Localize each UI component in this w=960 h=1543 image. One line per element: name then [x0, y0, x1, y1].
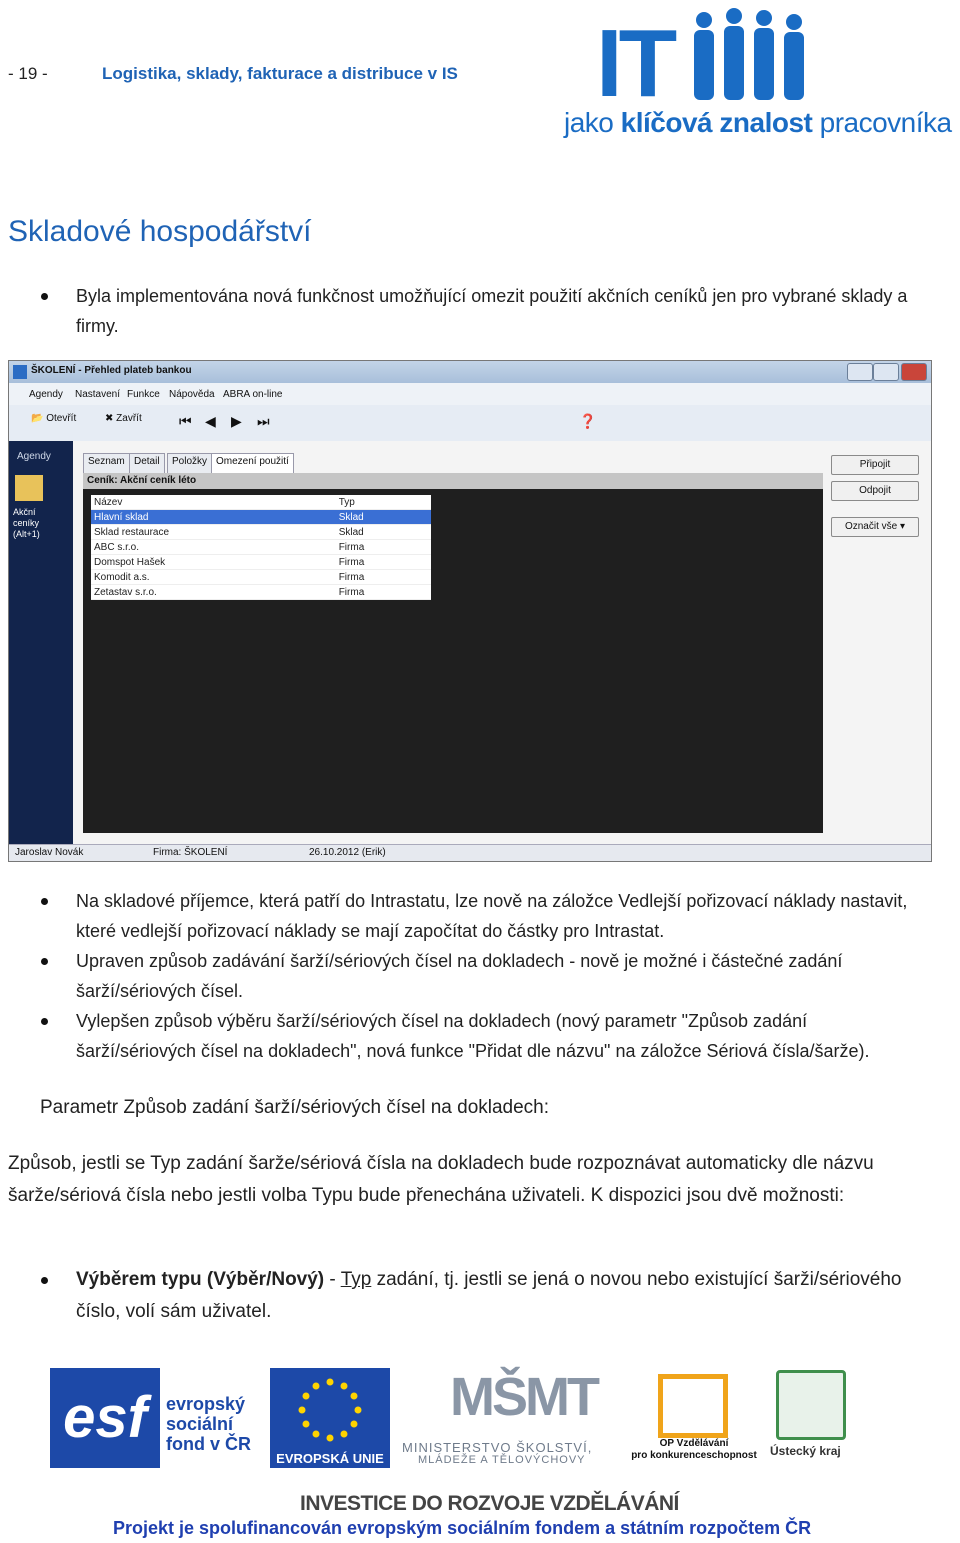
- attach-button[interactable]: Připojit: [831, 455, 919, 475]
- restrictions-table: [91, 495, 431, 600]
- toolbar-open-button[interactable]: 📂 Otevřít: [31, 413, 77, 424]
- page-number: - 19 -: [8, 64, 48, 83]
- cell-name: Domspot Hašek: [91, 555, 336, 570]
- menu-napoveda[interactable]: Nápověda: [169, 389, 215, 400]
- toolbar-close-label: Zavřít: [116, 413, 142, 424]
- investment-banner: INVESTICE DO ROZVOJE VZDĚLÁVÁNÍ: [300, 1492, 679, 1515]
- menu-bar: [9, 383, 931, 406]
- tab-seznam[interactable]: Seznam: [83, 453, 130, 474]
- document-title: Logistika, sklady, fakturace a distribuce v IS: [102, 64, 458, 83]
- msmt-logo: [400, 1362, 612, 1472]
- column-header-type: Typ: [336, 495, 431, 510]
- parameter-heading: Parametr Způsob zadání šarží/sériových čísel na dokladech:: [40, 1097, 550, 1118]
- op-line: pro konkurenceschopnost: [631, 1450, 757, 1461]
- status-date: 26.10.2012 (Erik): [309, 847, 386, 858]
- people-icon: [682, 6, 822, 106]
- logo-tag-bold: klíčová znalost: [620, 107, 813, 138]
- eu-stars-icon: [270, 1368, 390, 1448]
- toolbar-open-label: Otevřít: [46, 413, 77, 424]
- table-row[interactable]: [91, 585, 431, 600]
- cell-type: Firma: [336, 555, 431, 570]
- tab-polozky[interactable]: Položky: [167, 453, 212, 474]
- help-icon[interactable]: ❓: [579, 413, 597, 429]
- msmt-line: MINISTERSTVO ŠKOLSTVÍ,: [402, 1440, 593, 1455]
- toolbar-close-button[interactable]: ✖ Zavřít: [105, 413, 142, 424]
- parameter-description: Způsob, jestli se Typ zadání šarže/sériová čísla na dokladech bude rozpoznávat automaticky dle názvu šarže/sériová čísla nebo jestli volba Typu bude přenechána uživateli. K dispozici jsou dvě možnosti:: [8, 1153, 874, 1206]
- tab-detail[interactable]: Detail: [129, 453, 165, 474]
- option-name: Výběrem typu (Výběr/Nový): [76, 1269, 325, 1290]
- first-record-icon[interactable]: ⏮: [179, 413, 192, 429]
- bullet-dot: [41, 1018, 48, 1025]
- maximize-button[interactable]: [873, 363, 899, 381]
- tab-omezeni-pouziti[interactable]: Omezení použití: [211, 453, 294, 474]
- bullet-dot: [41, 958, 48, 965]
- application-screenshot: [8, 360, 932, 862]
- sidebar-title: Agendy: [17, 451, 51, 462]
- toolbar: [9, 405, 931, 442]
- cofinancing-note: Projekt je spolufinancován evropským sociálním fondem a státním rozpočtem ČR: [113, 1518, 812, 1538]
- section-title: Skladové hospodářství: [8, 215, 312, 248]
- eu-caption: EVROPSKÁ UNIE: [276, 1451, 384, 1466]
- menu-funkce[interactable]: Funkce: [127, 389, 160, 400]
- kraj-caption: Ústecký kraj: [770, 1444, 841, 1458]
- esf-logo: [50, 1368, 260, 1468]
- cell-name: Komodit a.s.: [91, 570, 336, 585]
- logo-it-letters: IT: [596, 10, 674, 117]
- price-list-icon: [15, 475, 43, 501]
- logo-tag-part: jako: [564, 107, 621, 138]
- esf-line: fond v ČR: [166, 1434, 251, 1454]
- status-bar: [9, 844, 931, 861]
- table-row[interactable]: [91, 540, 431, 555]
- bullet-text: Na skladové příjemce, která patří do Intrastatu, lze nově na záložce Vedlejší pořizovací náklady nastavit, které vedlejší pořizovací náklady se mají započítat do částky pro Intrastat.: [76, 891, 908, 941]
- option-dash: -: [324, 1269, 341, 1290]
- bullet-item: [76, 886, 926, 946]
- kraj-crest-icon: [776, 1370, 846, 1440]
- ustecky-kraj-logo: [770, 1362, 850, 1472]
- chevron-down-icon[interactable]: ▾: [900, 521, 906, 532]
- prev-record-icon[interactable]: ◀: [205, 413, 216, 429]
- window-titlebar: [9, 361, 931, 383]
- grid-header: Ceník: Akční ceník léto: [83, 473, 823, 489]
- cell-name: Sklad restaurace: [91, 525, 336, 540]
- esf-text: [166, 1394, 251, 1454]
- it-logo: [562, 6, 950, 141]
- bullet-text: Vylepšen způsob výběru šarží/sériových čísel na dokladech (nový parametr "Způsob zadání šarží/sériových čísel na dokladech", nová funkce "Přidat dle názvu" na záložce Sériová čísla/šarže).: [76, 1011, 870, 1061]
- status-firm: Firma: ŠKOLENÍ: [153, 847, 228, 858]
- bullet-item: [76, 946, 926, 1006]
- op-line: OP Vzdělávání: [659, 1438, 729, 1449]
- app-icon: [13, 365, 27, 379]
- mark-all-label: Označit vše: [844, 521, 898, 532]
- table-row[interactable]: [91, 525, 431, 540]
- cell-type: Sklad: [336, 510, 431, 525]
- window-title: ŠKOLENÍ - Přehled plateb bankou: [31, 365, 192, 376]
- option-text: zadání, tj. jestli se jená o novou nebo existující šarži/sériového číslo, volí sám uživatel.: [76, 1269, 902, 1322]
- eu-flag: [270, 1368, 390, 1468]
- cell-name: ABC s.r.o.: [91, 540, 336, 555]
- status-user: Jaroslav Novák: [15, 847, 84, 858]
- menu-abra-online[interactable]: ABRA on-line: [223, 389, 283, 400]
- esf-mark-icon: esf: [50, 1368, 160, 1468]
- option-item: [76, 1264, 916, 1328]
- logo-tagline: [564, 107, 952, 139]
- bullet-dot: [41, 1277, 48, 1284]
- sidebar-item-akcni-ceniky[interactable]: Akční ceníky (Alt+1): [13, 507, 40, 539]
- cell-type: Firma: [336, 570, 431, 585]
- mark-all-button[interactable]: [831, 517, 919, 537]
- menu-nastaveni[interactable]: Nastavení: [75, 389, 121, 400]
- bullet-item: [76, 281, 916, 341]
- agenda-sidebar: [9, 441, 73, 845]
- esf-line: evropský: [166, 1394, 246, 1414]
- minimize-button[interactable]: [847, 363, 873, 381]
- cell-name: Zetastav s.r.o.: [91, 585, 336, 600]
- cell-type: Firma: [336, 540, 431, 555]
- table-row[interactable]: [91, 570, 431, 585]
- next-record-icon[interactable]: ▶: [231, 413, 242, 429]
- option-type-link: Typ: [340, 1269, 372, 1290]
- op-text: [626, 1438, 762, 1462]
- bullet-text: Byla implementována nová funkčnost umožňující omezit použití akčních ceníků jen pro vybrané sklady a firmy.: [76, 286, 908, 336]
- table-row[interactable]: [91, 555, 431, 570]
- column-header-name: Název: [91, 495, 336, 510]
- op-logo: [626, 1362, 762, 1472]
- last-record-icon[interactable]: ⏭: [257, 413, 270, 429]
- bullet-text: Upraven způsob zadávání šarží/sériových čísel na dokladech - nově je možné i částečné zadání šarží/sériových čísel.: [76, 951, 843, 1001]
- close-button[interactable]: [901, 363, 927, 381]
- detach-button[interactable]: Odpojit: [831, 481, 919, 501]
- table-row[interactable]: [91, 510, 431, 525]
- main-area: [73, 441, 931, 845]
- restrictions-grid: [83, 473, 823, 833]
- msmt-line: MLÁDEŽE A TĚLOVÝCHOVY: [418, 1454, 586, 1466]
- bullet-item: [76, 1006, 926, 1066]
- footer-logos: [50, 1362, 910, 1474]
- cell-type: Sklad: [336, 525, 431, 540]
- cell-type: Firma: [336, 585, 431, 600]
- op-mark-icon: [658, 1374, 728, 1438]
- cell-name: Hlavní sklad: [91, 510, 336, 525]
- menu-agendy[interactable]: Agendy: [29, 389, 63, 400]
- msmt-mark-icon: MŠMT: [450, 1367, 597, 1427]
- logo-tag-part: pracovníka: [812, 107, 952, 138]
- bullet-dot: [41, 293, 48, 300]
- bullet-dot: [41, 898, 48, 905]
- esf-line: sociální: [166, 1414, 234, 1434]
